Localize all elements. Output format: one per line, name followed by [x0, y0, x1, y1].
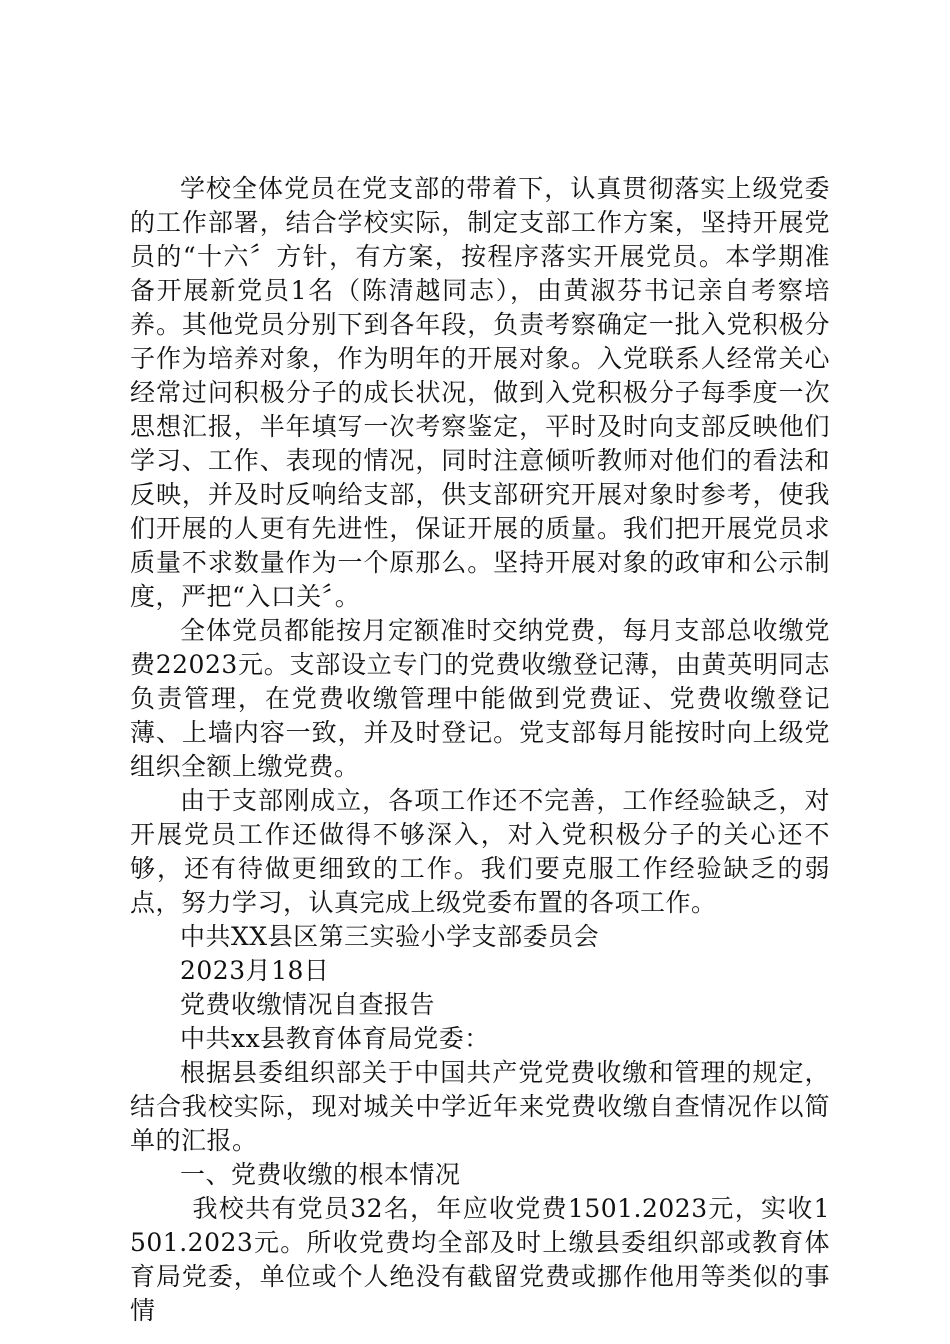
body-paragraph-3: 由于支部刚成立，各项工作还不完善，工作经验缺乏，对开展党员工作还做得不够深入，对入党积极分子的关心还不够，还有待做更细致的工作。我们要克服工作经验缺乏的弱点，努力学习，认真完成上级党委布置的各项工作。	[130, 786, 830, 917]
signature-organization: 中共XX县区第三实验小学支部委员会	[180, 922, 600, 951]
body-paragraph-1: 学校全体党员在党支部的带着下，认真贯彻落实上级党委的工作部署，结合学校实际，制定支部工作方案，坚持开展党员的“十六〞方针，有方案，按程序落实开展党员。本学期准备开展新党员1名（陈清越同志），由黄淑芬书记亲自考察培养。其他党员分别下到各年段，负责考察确定一批入党积极分子作为培养对象，作为明年的开展对象。入党联系人经常关心经常过问积极分子的成长状况，做到入党积极分子每季度一次思想汇报，半年填写一次考察鉴定，平时及时向支部反映他们学习、工作、表现的情况，同时注意倾听教师对他们的看法和反映，并及时反响给支部，供支部研究开展对象时参考，使我们开展的人更有先进性，保证开展的质量。我们把开展党员求质量不求数量作为一个原那么。坚持开展对象的政审和公示制度，严把“入口关〞。	[130, 174, 830, 611]
body-paragraph-2: 全体党员都能按月定额准时交纳党费，每月支部总收缴党费22023元。支部设立专门的党费收缴登记薄，由黄英明同志负责管理，在党费收缴管理中能做到党费证、党费收缴登记薄、上墙内容一致，并及时登记。党支部每月能按时向上级党组织全额上缴党费。	[130, 616, 830, 781]
section-heading: 一、党费收缴的根本情况	[180, 1160, 461, 1189]
addressee: 中共xx县教育体育局党委：	[180, 1024, 490, 1053]
document-body	[130, 172, 830, 1328]
section-paragraph: 我校共有党员32名，年应收党费1501.2023元，实收1501.2023元。所收党费均全部及时上缴县委组织部或教育体育局党委，单位或个人绝没有截留党费或挪作他用等类似的事情	[130, 1194, 830, 1325]
signature-date: 2023月18日	[180, 956, 330, 985]
report-title: 党费收缴情况自查报告	[180, 990, 436, 1019]
intro-paragraph: 根据县委组织部关于中国共产党党费收缴和管理的规定，结合我校实际，现对城关中学近年来党费收缴自查情况作以简单的汇报。	[130, 1058, 830, 1155]
